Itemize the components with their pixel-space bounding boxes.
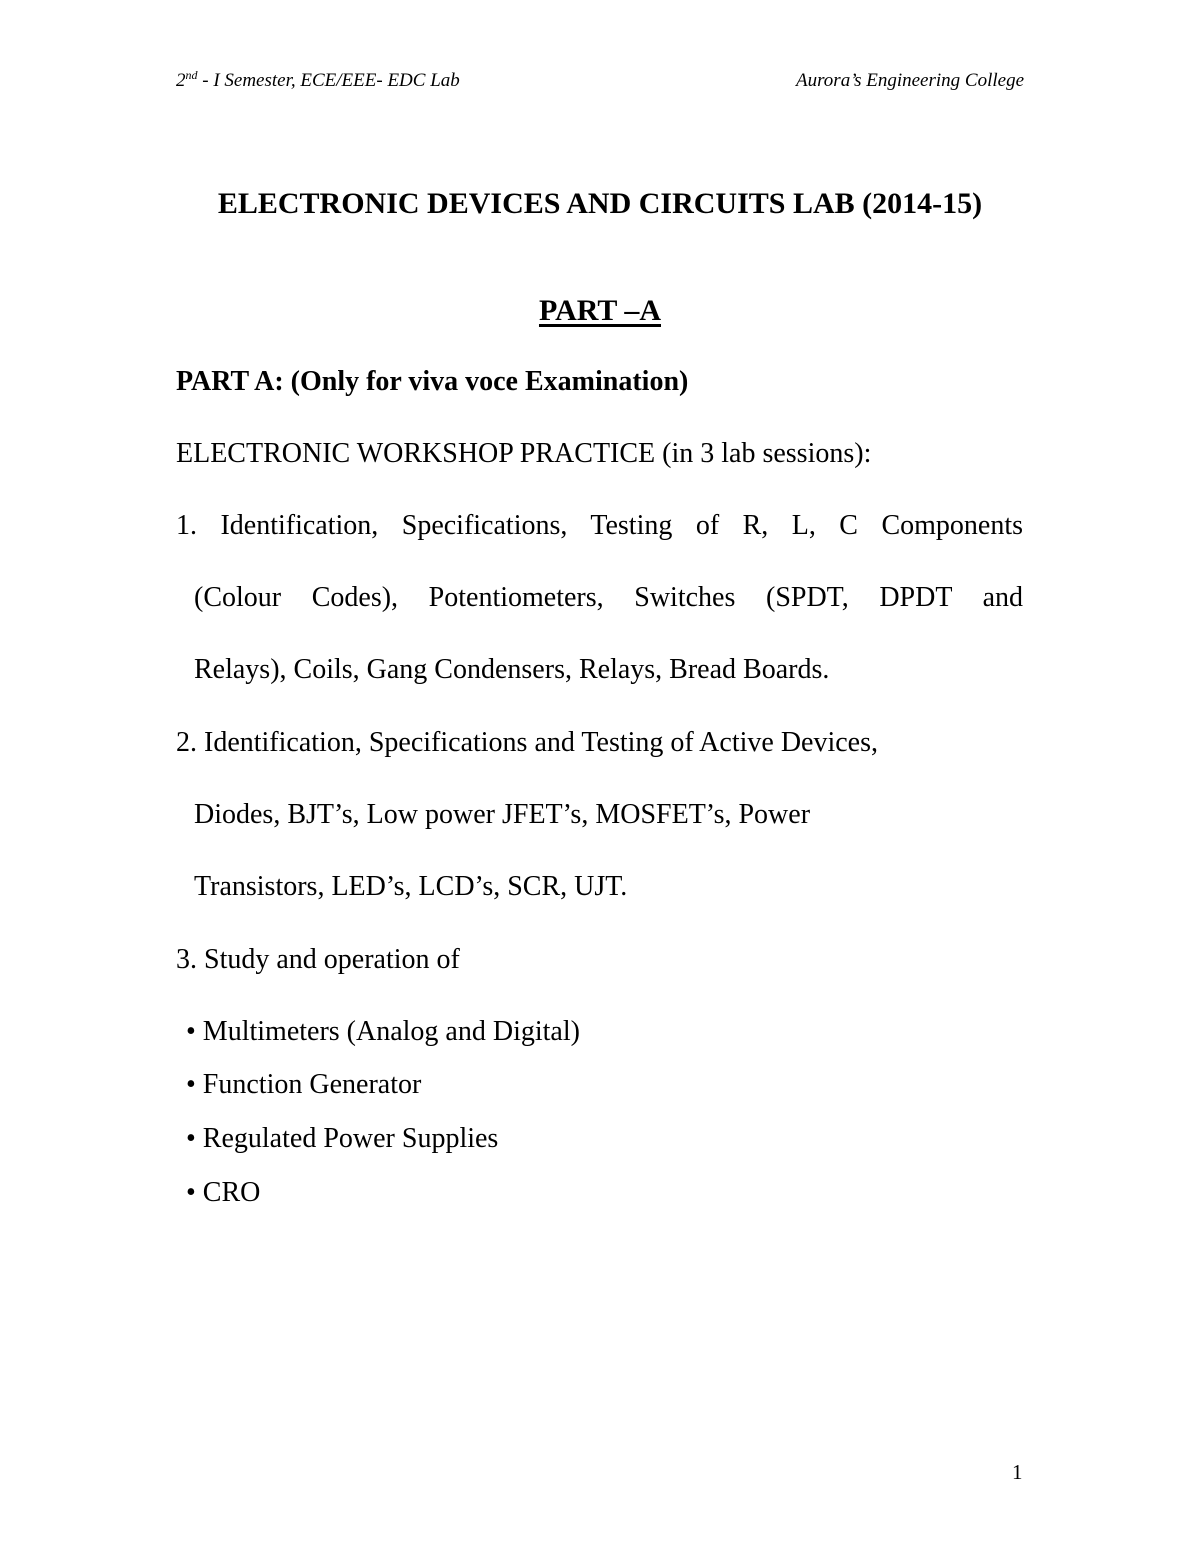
item-1-line-1: 1. Identification, Specifications, Testing of R, L, C Components [176, 510, 1023, 541]
header-course-info [176, 70, 460, 92]
document-title: ELECTRONIC DEVICES AND CIRCUITS LAB (2014-15) [217, 187, 983, 220]
item-2-line-1: 2. Identification, Specifications and Testing of Active Devices, [176, 727, 878, 758]
header-semester-superscript: nd [185, 68, 198, 82]
item-1-line-2: (Colour Codes), Potentiometers, Switches (SPDT, DPDT and [194, 582, 1023, 613]
header-semester-number: 2 [176, 70, 186, 91]
part-heading: PART –A [538, 294, 661, 327]
item-2-line-3: Transistors, LED’s, LCD’s, SCR, UJT. [194, 871, 628, 902]
bullet-function-generator: • Function Generator [186, 1069, 422, 1100]
header-college-name: Aurora’s Engineering College [796, 70, 1024, 91]
item-1-line-3: Relays), Coils, Gang Condensers, Relays, Bread Boards. [194, 654, 830, 685]
page-number: 1 [1012, 1460, 1023, 1484]
item-2-line-2: Diodes, BJT’s, Low power JFET’s, MOSFET’s, Power [194, 799, 811, 830]
part-a-description: PART A: (Only for viva voce Examination) [176, 366, 689, 397]
bullet-multimeters: • Multimeters (Analog and Digital) [186, 1016, 580, 1047]
workshop-practice-heading: ELECTRONIC WORKSHOP PRACTICE (in 3 lab sessions): [176, 438, 872, 469]
bullet-regulated-power-supplies: • Regulated Power Supplies [186, 1123, 499, 1154]
header-course-text: - I Semester, ECE/EEE- EDC Lab [197, 70, 460, 91]
item-3-line-1: 3. Study and operation of [176, 944, 460, 975]
bullet-cro: • CRO [186, 1177, 261, 1208]
